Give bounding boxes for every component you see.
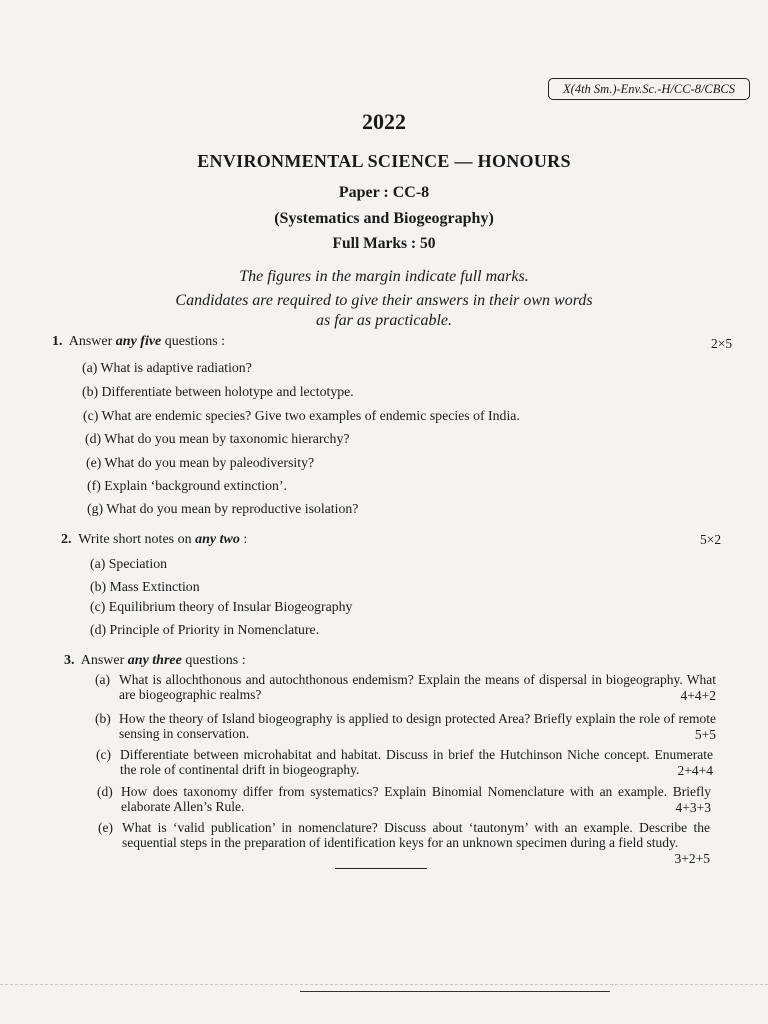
scan-mark [0, 984, 768, 985]
list-item: (c) Equilibrium theory of Insular Biogeography [90, 599, 353, 614]
end-rule [335, 868, 427, 869]
list-item: (a) What is adaptive radiation? [82, 360, 252, 375]
subject-title: ENVIRONMENTAL SCIENCE — HONOURS [197, 151, 571, 171]
page-bottom-line [300, 991, 610, 992]
part-text: What is allochthonous and autochthonous endemism? Explain the means of dispersal in biogeography. What are biogeographic realms? [119, 672, 716, 702]
list-item: (a) Speciation [90, 556, 168, 571]
part-marks: 4+3+3 [675, 800, 711, 815]
question-instruction: Answer [68, 334, 113, 349]
part-label: (d) [97, 784, 113, 799]
list-item: (g) What do you mean by reproductive isolation? [87, 501, 359, 516]
part-label: (c) [96, 747, 111, 762]
question-2-marks: 5×2 [700, 532, 722, 547]
list-item: (d) Principle of Priority in Nomenclature. [90, 622, 320, 637]
question-number: 2. [61, 532, 72, 547]
part-marks: 2+4+4 [677, 763, 713, 778]
part-label: (a) [95, 672, 110, 687]
part-label: (e) [98, 820, 113, 835]
question-3-part-b [95, 711, 716, 742]
question-choice: any three [127, 653, 182, 668]
list-item: (c) What are endemic species? Give two examples of endemic species of India. [83, 408, 520, 423]
list-item: (b) Differentiate between holotype and lectotype. [82, 384, 354, 399]
part-text: How the theory of Island biogeography is applied to design protected Area? Briefly explain the role of remote sensing in conservation. [119, 711, 716, 741]
question-1-heading [52, 334, 225, 350]
part-marks: 5+5 [694, 727, 716, 742]
part-text: Differentiate between microhabitat and habitat. Discuss in brief the Hutchinson Niche concept. Enumerate the role of continental drift in biogeography. [120, 747, 713, 777]
instruction-line-2: Candidates are required to give their answers in their own words [175, 292, 593, 309]
question-3-part-e [98, 820, 710, 866]
question-instruction: Answer [80, 653, 125, 668]
question-2-heading [61, 532, 247, 548]
paper-code-box: X(4th Sm.)-Env.Sc.-H/CC-8/CBCS [548, 78, 750, 100]
question-choice: any two [195, 532, 240, 547]
question-1-marks: 2×5 [711, 336, 733, 351]
paper-code: Paper : CC-8 [338, 184, 430, 201]
question-instruction-end: : [243, 532, 248, 547]
list-item: (d) What do you mean by taxonomic hierarchy? [85, 431, 350, 446]
question-number: 1. [52, 334, 63, 349]
list-item: (e) What do you mean by paleodiversity? [86, 455, 315, 470]
question-instruction: Write short notes on [78, 532, 192, 547]
part-label: (b) [95, 711, 111, 726]
question-choice: any five [115, 334, 162, 349]
question-3-heading [64, 653, 246, 669]
part-marks: 4+4+2 [680, 688, 716, 703]
part-text: What is ‘valid publication’ in nomenclature? Discuss about ‘tautonym’ with an example. Describe the sequential steps in the preparation of identification keys for an unknown specimen during a field study. [122, 820, 710, 850]
question-number: 3. [64, 653, 75, 668]
question-3-part-a [95, 672, 716, 703]
part-text: How does taxonomy differ from systematics? Explain Binomial Nomenclature with an example. Briefly elaborate Allen’s Rule. [121, 784, 711, 814]
list-item: (b) Mass Extinction [90, 579, 200, 594]
question-3-part-d [97, 784, 711, 815]
question-3-part-c [96, 747, 713, 778]
instruction-line-1: The figures in the margin indicate full marks. [239, 268, 529, 285]
full-marks: Full Marks : 50 [332, 235, 436, 252]
list-item: (f) Explain ‘background extinction’. [87, 478, 287, 493]
question-instruction-end: questions : [164, 334, 226, 349]
question-instruction-end: questions : [185, 653, 246, 668]
part-marks: 3+2+5 [674, 851, 710, 866]
paper-title: (Systematics and Biogeography) [274, 210, 494, 227]
instruction-line-3: as far as practicable. [316, 312, 452, 329]
exam-year: 2022 [362, 109, 406, 134]
